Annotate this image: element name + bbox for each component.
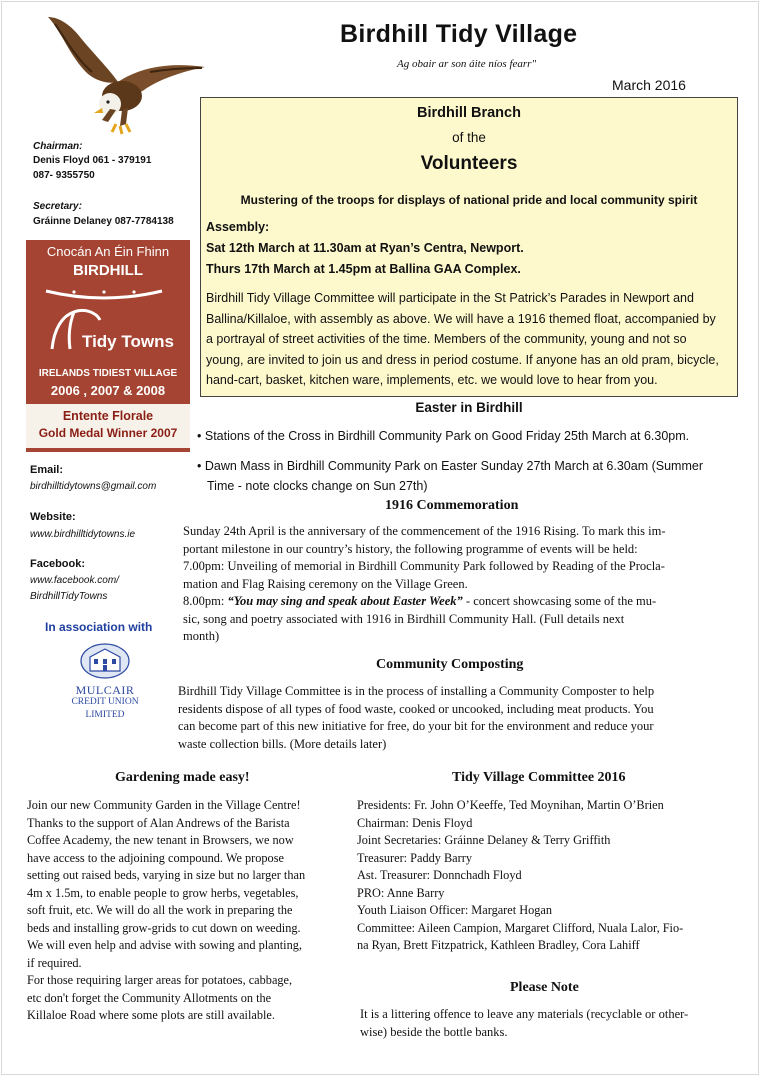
email-label: Email: <box>30 464 64 476</box>
association-label: In association with <box>45 620 153 634</box>
issue-date: March 2016 <box>612 77 686 93</box>
body-line: Ast. Treasurer: Donnchadh Floyd <box>357 868 522 882</box>
sign-years: 2006 , 2007 & 2008 <box>50 383 166 398</box>
body-line: if required. <box>27 955 82 970</box>
event-text: - concert showcasing some of the mu- <box>462 594 657 608</box>
note-heading: Please Note <box>510 980 579 995</box>
body-line: month) <box>183 629 220 643</box>
gardening-heading: Gardening made easy! <box>115 770 250 785</box>
body-line: waste collection bills. (More details later) <box>178 736 387 751</box>
mulcair-name: MULCAIR <box>75 683 135 697</box>
easter-bullet-2 <box>197 456 703 476</box>
bullet-icon: • <box>197 429 202 443</box>
body-line: Join our new Community Garden in the Village Centre! <box>27 798 301 812</box>
sign-tidiest: IRELANDS TIDIEST VILLAGE <box>38 368 178 379</box>
body-line: can become part of this new initiative for free, do your bit for the environment and reduce your <box>178 719 654 733</box>
body-line: 7.00pm: Unveiling of memorial in Birdhill Community Park followed by Reading of the Procla- <box>183 559 665 573</box>
body-line: 4m x 1.5m, to enable people to grow herbs, vegetables, <box>27 885 299 900</box>
body-line: Chairman: Denis Floyd <box>357 815 473 830</box>
sign-gold-medal: Gold Medal Winner 2007 <box>38 426 178 440</box>
body-line: It is a littering offence to leave any materials (recyclable or other- <box>360 1007 689 1021</box>
body-line: Joint Secretaries: Gráinne Delaney & Terry Griffith <box>357 833 611 847</box>
paragraph-line: Ballina/Killaloe, with assembly as above. We will have a 1916 themed float, accompanied by <box>206 311 716 326</box>
volunteers-of-the: of the <box>452 130 486 145</box>
body-line <box>183 593 666 611</box>
email-link[interactable]: birdhilltidytowns@gmail.com <box>30 481 157 492</box>
body-line: Killaloe Road where some plots are still available. <box>27 1008 275 1022</box>
body-line: wise) beside the bottle banks. <box>360 1024 508 1039</box>
body-line: Committee: Aileen Campion, Margaret Clifford, Nuala Lalor, Fio- <box>357 920 684 935</box>
body-line: Sunday 24th April is the anniversary of the commencement of the 1916 Rising. To mark this im- <box>183 524 666 538</box>
bullet-text: Dawn Mass in Birdhill Community Park on Easter Sunday 27th March at 6.30am (Summer <box>204 459 703 473</box>
sign-name: BIRDHILL <box>73 262 143 279</box>
committee-heading: Tidy Village Committee 2016 <box>452 770 626 785</box>
commemoration-heading: 1916 Commemoration <box>385 498 519 513</box>
body-line: mation and Flag Raising ceremony on the Village Green. <box>183 576 468 591</box>
volunteers-subtitle: Mustering of the troops for displays of national pride and local community spirit <box>240 193 698 207</box>
credit-union-limited: LIMITED <box>85 710 125 720</box>
easter-bullet-2-cont: Time - note clocks change on Sun 27th) <box>207 479 428 493</box>
gardening-body <box>27 797 305 1025</box>
facebook-link-1[interactable]: www.facebook.com/ <box>30 575 119 586</box>
volunteers-paragraph <box>206 288 734 391</box>
easter-bullet-1 <box>197 426 689 446</box>
body-line: beds and installing grow-grids to cut down on weeding. <box>27 920 301 935</box>
volunteers-heading: Volunteers <box>420 153 518 174</box>
assembly-date-1: Sat 12th March at 11.30am at Ryan’s Centra, Newport. <box>206 241 524 255</box>
website-label: Website: <box>30 511 76 523</box>
secretary-label: Secretary: <box>33 201 82 212</box>
body-line: etc don't forget the Community Allotments on the <box>27 990 272 1005</box>
note-body <box>360 1006 688 1041</box>
newsletter-title: Birdhill Tidy Village <box>340 20 578 48</box>
body-line: residents dispose of all types of food waste, cooked or uncooked, including meat products. You <box>178 701 654 716</box>
body-line: na Ryan, Brett Fitzpatrick, Kathleen Bradley, Cora Lahiff <box>357 938 640 952</box>
building-icon <box>80 643 130 679</box>
motto: Ag obair ar son áite níos fearr" <box>397 58 537 70</box>
eagle-icon <box>40 12 210 137</box>
body-line: Youth Liaison Officer: Margaret Hogan <box>357 903 553 917</box>
volunteers-box <box>200 97 738 397</box>
body-line: Birdhill Tidy Village Committee is in the process of installing a Community Composter to help <box>178 684 655 698</box>
facebook-link-2[interactable]: BirdhillTidyTowns <box>30 591 108 602</box>
body-line: Treasurer: Paddy Barry <box>357 850 472 865</box>
paragraph-line: young, are invited to join us and dress in period costume. If anyone has an old pram, bicycle, <box>206 352 719 367</box>
paragraph-line: Birdhill Tidy Village Committee will participate in the St Patrick’s Parades in Newport and <box>206 291 694 305</box>
secretary-name: Gráinne Delaney 087-7784138 <box>33 216 174 227</box>
paragraph-line: a portrayal of street activities of the time. Members of the community, young and not so <box>206 332 687 346</box>
body-line: Coffee Academy, the new tenant in Browsers, we now <box>27 833 294 847</box>
paragraph-line: hand-cart, basket, kitchen ware, implements, etc. we would love to hear from you. <box>206 373 658 387</box>
composting-body <box>178 683 654 753</box>
facebook-label: Facebook: <box>30 558 86 570</box>
body-line: portant milestone in our country’s history, the following programme of events will be held: <box>183 541 638 556</box>
chairman-phone: 087- 9355750 <box>33 170 95 181</box>
volunteers-branch: Birdhill Branch <box>417 105 521 121</box>
easter-heading: Easter in Birdhill <box>415 400 523 415</box>
body-line: soft fruit, etc. We will do all the work in preparing the <box>27 903 293 917</box>
chairman-label: Chairman: <box>33 141 83 152</box>
body-line: For those requiring larger areas for potatoes, cabbage, <box>27 973 293 987</box>
body-line: setting out raised beds, varying in size but no larger than <box>27 868 306 882</box>
bullet-text: Stations of the Cross in Birdhill Community Park on Good Friday 25th March at 6.30pm. <box>204 429 690 443</box>
sign-entente: Entente Florale <box>62 409 154 423</box>
body-line: Presidents: Fr. John O’Keeffe, Ted Moynihan, Martin O’Brien <box>357 798 664 812</box>
body-line: sic, song and poetry associated with 1916 in Birdhill Community Hall. (Full details next <box>183 611 625 626</box>
assembly-label: Assembly: <box>206 220 270 234</box>
website-link[interactable]: www.birdhilltidytowns.ie <box>30 529 136 540</box>
chairman-name: Denis Floyd 061 - 379191 <box>33 155 152 166</box>
event-time: 8.00pm: <box>183 594 228 608</box>
body-line: Thanks to the support of Alan Andrews of the Barista <box>27 815 290 830</box>
assembly-date-2: Thurs 17th March at 1.45pm at Ballina GAA Complex. <box>206 262 521 276</box>
committee-body <box>357 797 683 955</box>
composting-heading: Community Composting <box>376 657 524 672</box>
commemoration-body <box>183 523 666 646</box>
body-line: have access to the adjoining compound. We propose <box>27 850 284 865</box>
bullet-icon: • <box>197 459 202 473</box>
sign-irish-name: Cnocán An Éin Fhinn <box>46 244 170 259</box>
credit-union-name: CREDIT UNION <box>71 697 139 707</box>
concert-title: “You may sing and speak about Easter Week” <box>227 594 463 608</box>
sign-decor-icon <box>44 288 164 300</box>
body-line: PRO: Anne Barry <box>357 885 445 900</box>
body-line: We will even help and advise with sowing and planting, <box>27 938 302 952</box>
tidy-towns-sign <box>26 240 190 452</box>
sign-tidy-towns: Tidy Towns <box>82 332 174 351</box>
